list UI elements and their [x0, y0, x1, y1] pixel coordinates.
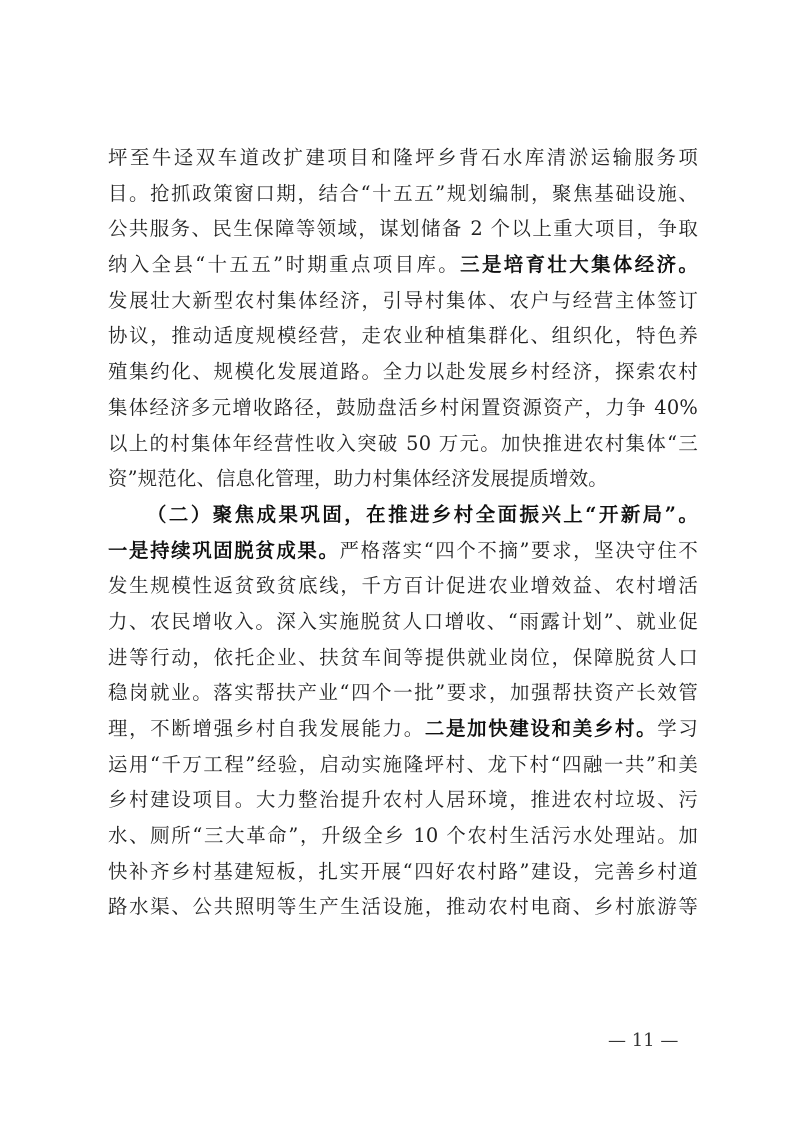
- text-line: [108, 426, 698, 462]
- text-segment: 纳入全县“十五五”时期重点项目库。: [108, 253, 461, 277]
- text-segment: 路水渠、公共照明等生产生活设施，推动农村电商、乡村旅游等: [108, 895, 698, 919]
- text-line: [108, 604, 698, 640]
- text-line: [108, 211, 698, 247]
- text-segment: 坪至牛迳双车道改扩建项目和隆坪乡背石水库清淤运输服务项: [108, 146, 698, 169]
- bold-text-segment: 三是培育壮大集体经济。: [460, 253, 698, 277]
- bold-text-segment: 一是持续巩固脱贫成果。: [108, 538, 340, 562]
- text-segment: 稳岗就业。落实帮扶产业“四个一批”要求，加强帮扶资产长效管: [108, 681, 698, 705]
- text-segment: 严格落实“四个不摘”要求，坚决守住不: [339, 538, 698, 562]
- page-number: — 11 —: [608, 1030, 679, 1051]
- text-segment: 协议，推动适度规模经营，走农业种植集群化、组织化，特色养: [108, 324, 698, 348]
- text-line: [108, 354, 698, 390]
- text-segment: 资”规范化、信息化管理，助力村集体经济发展提质增效。: [108, 467, 608, 491]
- text-line: [108, 533, 698, 569]
- text-line: [108, 461, 698, 497]
- text-segment: 殖集约化、规模化发展道路。全力以赴发展乡村经济，探索农村: [108, 360, 698, 384]
- text-line: [108, 390, 698, 426]
- text-segment: 发生规模性返贫致贫底线，千方百计促进农业增效益、农村增活: [108, 574, 698, 598]
- text-segment: 公共服务、民生保障等领域，谋划储备 2 个以上重大项目，争取: [108, 217, 698, 241]
- text-line: [108, 247, 698, 283]
- text-segment: 乡村建设项目。大力整治提升农村人居环境，推进农村垃圾、污: [108, 788, 698, 812]
- text-segment: 进等行动，依托企业、扶贫车间等提供就业岗位，保障脱贫人口: [108, 645, 698, 669]
- text-line: [108, 497, 698, 533]
- text-line: [108, 889, 698, 925]
- text-segment: 学习: [657, 717, 698, 740]
- text-segment: 发展壮大新型农村集体经济，引导村集体、农户与经营主体签订: [108, 288, 698, 312]
- text-line: [108, 640, 698, 676]
- text-segment: 理，不断增强乡村自我发展能力。: [108, 717, 425, 740]
- text-segment: 水、厕所“三大革命”，升级全乡 10 个农村生活污水处理站。加: [108, 824, 698, 848]
- text-line: [108, 782, 698, 818]
- text-segment: 快补齐乡村基建短板，扎实开展“四好农村路”建设，完善乡村道: [108, 859, 698, 883]
- text-segment: 力、农民增收入。深入实施脱贫人口增收、“雨露计划”、就业促: [108, 609, 698, 633]
- bold-text-segment: （二）聚焦成果巩固，在推进乡村全面振兴上“开新局”。: [147, 502, 698, 526]
- text-line: [108, 675, 698, 711]
- text-line: [108, 318, 698, 354]
- text-line: [108, 854, 698, 890]
- text-segment: 以上的村集体年经营性收入突破 50 万元。加快推进农村集体“三: [108, 431, 698, 455]
- body-text: [108, 140, 698, 925]
- text-line: [108, 711, 698, 747]
- text-segment: 目。抢抓政策窗口期，结合“十五五”规划编制，聚焦基础设施、: [108, 181, 698, 205]
- text-line: [108, 818, 698, 854]
- text-line: [108, 140, 698, 176]
- text-line: [108, 283, 698, 319]
- text-segment: 集体经济多元增收路径，鼓励盘活乡村闲置资源资产，力争 40%: [108, 395, 698, 419]
- text-segment: 运用“千万工程”经验，启动实施隆坪村、龙下村“四融一共”和美: [108, 752, 698, 776]
- text-line: [108, 176, 698, 212]
- text-line: [108, 568, 698, 604]
- bold-text-segment: 二是加快建设和美乡村。: [424, 717, 658, 740]
- text-line: [108, 747, 698, 783]
